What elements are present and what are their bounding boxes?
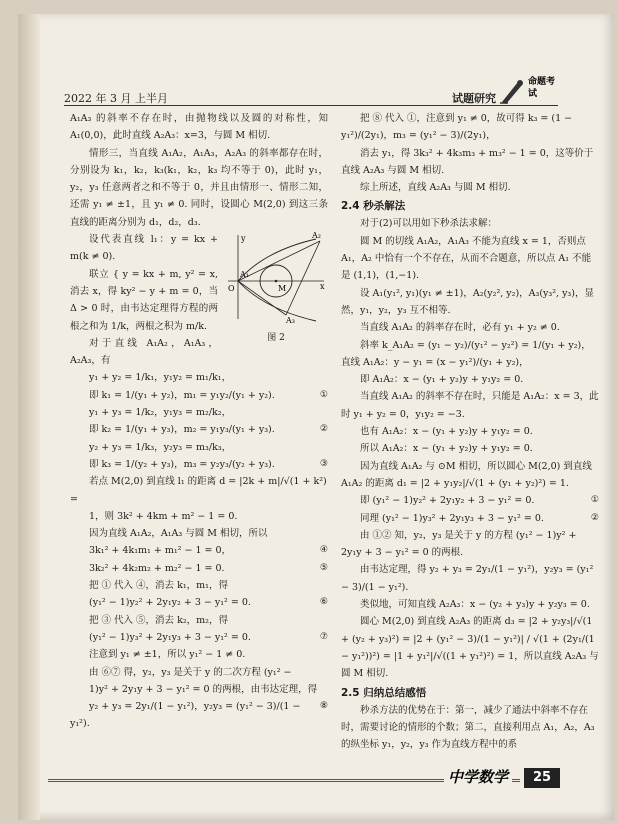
- equation-text: 即 k₁ = 1/(y₁ + y₂)，m₁ = y₁y₂/(y₁ + y₂).: [89, 389, 275, 401]
- equation-line: [341, 527, 599, 562]
- equation-number: ①: [319, 389, 328, 400]
- equation-line: [341, 702, 599, 754]
- equation-text: y₁ + y₃ = 1/k₂，y₁y₃ = m₂/k₂，: [89, 407, 232, 419]
- equation-number: ②: [590, 512, 599, 523]
- figure-label: A₃: [286, 316, 295, 324]
- equation-text: 即 k₂ = 1/(y₁ + y₃)，m₂ = y₁y₃/(y₁ + y₃).: [89, 424, 275, 436]
- text-line: A₁A₃ 的斜率不存在时，由抛物线以及圆的对称性，知 A₁(0,0)，此时直线 A₂A₃：x=3，与圆 M 相切.: [70, 113, 328, 142]
- section-heading-2-4: 2.4 秒杀解法: [341, 200, 406, 213]
- equation-number: ⑥: [319, 597, 328, 608]
- text-line: 设代表直线 l₁：y = kx + m(k ≠ 0).: [70, 234, 218, 263]
- equation-text: 因为直线 A₁A₂ 与 ⊙M 相切，所以圆心 M(2,0) 到直线 A₁A₂ 的距离 d₁ = |2 + y₁y₂|/√(1 + (y₁ + y₂)²) = 1.: [341, 460, 592, 489]
- equation-line: [341, 233, 599, 285]
- equation-text: 秒杀方法的优势在于：第一，减少了通法中斜率不存在时，需要讨论的情形的个数；第二，直接利用点 A₁，A₂，A₃ 的纵坐标 y₁，y₂，y₃ 作为直线方程中的系: [341, 704, 595, 751]
- equation-text: 即 (y₁² − 1)y₂² + 2y₁y₂ + 3 − y₁² = 0.: [360, 495, 535, 507]
- equation-text: 同理 (y₁² − 1)y₃² + 2y₁y₃ + 3 − y₁² = 0.: [360, 512, 544, 524]
- figure-caption: 图 2: [267, 333, 285, 344]
- issue-date: 2022 年 3 月 上半月: [64, 92, 168, 105]
- equation-line: [341, 337, 599, 372]
- equation-line: [70, 421, 328, 438]
- equation-line: [341, 319, 599, 336]
- equation-text: (y₁² − 1)y₂² + 2y₁y₂ + 3 − y₁² = 0.: [89, 597, 251, 609]
- binding-gutter: [18, 14, 40, 820]
- equation-text: 把 ① 代入 ④，消去 k₁，m₁，得: [89, 580, 228, 592]
- right-text-a: [341, 110, 599, 196]
- equation-line: [341, 145, 599, 180]
- equation-text: 设 A₁(y₁², y₁)(y₁ ≠ ±1)，A₂(y₂², y₂)，A₃(y₃², y₃)，显然，y₁，y₂，y₃ 互不相等.: [341, 287, 594, 316]
- journal-brand: 中学数学: [444, 766, 512, 787]
- journal-page: [18, 14, 614, 820]
- equation-line: [70, 387, 328, 404]
- right-text-c: [341, 702, 599, 754]
- equation-line: [341, 371, 599, 388]
- equation-line: [70, 404, 328, 421]
- equation-text: 圆 M 的切线 A₁A₂，A₁A₃ 不能为直线 x = 1，否则点 A₁，A₂ 中恰有一个不存在，从而不合题意，所以点 A₁ 不能是 (1,1)，(1,−1).: [341, 235, 592, 282]
- header-rule: [64, 105, 558, 106]
- equation-line: [341, 596, 599, 613]
- equation-text: 因为直线 A₁A₂，A₁A₃ 与圆 M 相切，所以: [89, 528, 268, 540]
- equation-text: 注意到 y₁ ≠ ±1，所以 y₁² − 1 ≠ 0.: [89, 649, 246, 661]
- equation-number: ⑤: [319, 562, 328, 573]
- equation-line: [70, 560, 328, 577]
- equation-text: 把 ⑧ 代入 ①，注意到 y₁ ≠ 0，故可得 k₃ = (1 − y₁²)/(2y₁)，m₃ = (y₁² − 3)/(2y₁)，: [341, 113, 573, 142]
- figure-label: x: [320, 282, 325, 292]
- equation-line: [341, 613, 599, 682]
- logo-text: 命题考试: [528, 77, 556, 99]
- equation-line: [341, 458, 599, 493]
- equation-number: ①: [590, 495, 599, 506]
- logo: [498, 76, 558, 106]
- equation-number: ③: [319, 458, 328, 469]
- right-text-b: [341, 215, 599, 682]
- figure-label: A₂: [312, 231, 321, 241]
- equation-text: 由 ⑥⑦ 得，y₂，y₃ 是关于 y 的二次方程 (y₁² −: [89, 666, 292, 678]
- equation-text: 把 ③ 代入 ⑤，消去 k₂，m₂，得: [89, 614, 228, 626]
- equation-line: [341, 110, 599, 145]
- equation-line: [70, 698, 328, 733]
- equation-text: 由 ①② 知，y₂，y₃ 是关于 y 的方程 (y₁² − 1)y² + 2y₁y + 3 − y₁² = 0 的两根.: [341, 529, 577, 559]
- equation-line: [70, 612, 328, 629]
- equation-text: y₁ + y₂ = 1/k₁，y₁y₂ = m₁/k₁，: [89, 372, 232, 384]
- equation-text: 也有 A₁A₂：x − (y₁ + y₂)y + y₁y₂ = 0.: [360, 426, 533, 438]
- equation-line: [341, 423, 599, 440]
- equation-number: ②: [319, 424, 328, 435]
- equation-text: 消去 y₁，得 3k₃² + 4k₃m₃ + m₃² − 1 = 0，这等价于直线 A₂A₃ 与圆 M 相切.: [341, 147, 594, 176]
- equation-number: ⑧: [319, 701, 328, 712]
- equation-text: 1，则 3k² + 4km + m² − 1 = 0.: [89, 510, 238, 522]
- equation-text: 3k₁² + 4k₁m₁ + m₁² − 1 = 0，: [89, 545, 232, 557]
- equation-line: [341, 285, 599, 320]
- equation-text: 若点 M(2,0) 到直线 l₁ 的距离 d = |2k + m|/√(1 + k²) =: [70, 476, 327, 505]
- equation-text: 对于(2)可以用如下秒杀法求解：: [360, 218, 497, 230]
- figure-2: [224, 231, 328, 348]
- section-title: 试题研究: [452, 92, 496, 105]
- section-heading-2-5: 2.5 归纳总结感悟: [341, 686, 427, 699]
- figure-label: y: [241, 234, 246, 244]
- equation-line: [341, 492, 599, 509]
- right-column: [341, 110, 599, 753]
- figure-label: M: [278, 284, 287, 294]
- equation-line: [341, 440, 599, 457]
- equation-number: ④: [319, 545, 328, 556]
- text-line: 联立 { y = kx + m, y² = x, 消去 x，得 ky² − y + m = 0，当 Δ > 0 时，由韦达定理得方程的两根之和为 1/k，两根之积为 m/k.: [70, 268, 218, 332]
- equation-line: [70, 681, 328, 698]
- equation-text: (y₁² − 1)y₃² + 2y₁y₃ + 3 − y₁² = 0.: [89, 631, 251, 643]
- equation-line: [70, 369, 328, 386]
- equation-line: [70, 646, 328, 663]
- left-equations: [70, 369, 328, 732]
- equation-text: 当直线 A₁A₂ 的斜率存在时，必有 y₁ + y₂ ≠ 0.: [360, 322, 560, 334]
- equation-line: [70, 577, 328, 594]
- equation-text: 由韦达定理，得 y₂ + y₃ = 2y₁/(1 − y₁²)，y₂y₃ = (y₁² − 3)/(1 − y₁²).: [341, 564, 594, 593]
- equation-line: [341, 561, 599, 596]
- figure-label: O: [228, 284, 235, 294]
- left-column: [70, 110, 328, 733]
- equation-text: 3k₂² + 4k₂m₂ + m₂² − 1 = 0.: [89, 562, 225, 574]
- text-line: 对于直线 A₁A₂，A₁A₃，A₂A₃，有: [70, 337, 218, 367]
- equation-line: [70, 508, 328, 525]
- equation-line: [341, 388, 599, 423]
- page-footer: [48, 770, 596, 792]
- equation-line: [70, 664, 328, 681]
- equation-text: 当直线 A₁A₂ 的斜率不存在时，只能是 A₁A₂：x = 3，此时 y₁ + y₂ = 0，y₁y₂ = −3.: [341, 391, 599, 420]
- equation-line: [341, 215, 599, 232]
- equation-line: [70, 439, 328, 456]
- equation-line: [341, 179, 599, 196]
- equation-text: 斜率 k_A₁A₂ = (y₁ − y₂)/(y₁² − y₂²) = 1/(y₁ + y₂)，直线 A₁A₂：y − y₁ = (x − y₁²)/(y₁ + y₂)，: [341, 339, 591, 368]
- equation-line: [341, 510, 599, 527]
- equation-text: 即 k₃ = 1/(y₂ + y₃)，m₃ = y₂y₃/(y₂ + y₃).: [89, 458, 275, 470]
- figure-label: A₁: [240, 270, 249, 280]
- equation-text: 所以 A₁A₂：x − (y₁ + y₂)y + y₁y₂ = 0.: [360, 443, 533, 455]
- equation-line: [70, 473, 328, 508]
- equation-line: [70, 629, 328, 646]
- equation-line: [70, 542, 328, 559]
- equation-text: 1)y² + 2y₁y + 3 − y₁² = 0 的两根，由韦达定理，得: [89, 683, 318, 695]
- page-number: 25: [524, 768, 560, 788]
- equation-text: 圆心 M(2,0) 到直线 A₂A₃ 的距离 d₃ = |2 + y₂y₃|/√(1 + (y₂ + y₃)²) = |2 + (y₁² − 3)/(1 − y₁²)| / √(1 + (2y₁/(1 − y₁²))²) = |1 + y₁²|/√((1 + y₁²)²) = 1，所以直线 A₂A₃ 与圆 M 相切.: [341, 616, 599, 680]
- equation-line: [70, 456, 328, 473]
- equation-text: y₂ + y₃ = 1/k₃，y₂y₃ = m₃/k₃，: [89, 441, 232, 453]
- equation-line: [70, 525, 328, 542]
- parabola-circle-diagram: [224, 231, 328, 323]
- equation-text: y₂ + y₃ = 2y₁/(1 − y₁²)，y₂y₃ = (y₁² − 3)/(1 − y₁²).: [70, 701, 301, 730]
- equation-line: [70, 594, 328, 611]
- equation-number: ⑦: [319, 631, 328, 642]
- equation-text: 即 A₁A₂：x − (y₁ + y₂)y + y₁y₂ = 0.: [360, 374, 524, 386]
- equation-text: 类似地，可知直线 A₂A₃：x − (y₂ + y₃)y + y₂y₃ = 0.: [360, 599, 590, 611]
- text-line: 情形三，当直线 A₁A₂，A₁A₃，A₂A₃ 的斜率都存在时，分别设为 k₁，k₂，k₃(k₁，k₂，k₃ 均不等于 0)，此时 y₁，y₂，y₃ 任意两者之和不等于 0，并且由情形一、情形二知，还需 y₁ ≠ ±1，且 y₁ ≠ 0. 同时，设圆心 M(2,0) 到这三条直线的距离分别为 d₁，d₂，d₃.: [70, 147, 328, 228]
- equation-text: 综上所述，直线 A₂A₃ 与圆 M 相切.: [360, 182, 511, 194]
